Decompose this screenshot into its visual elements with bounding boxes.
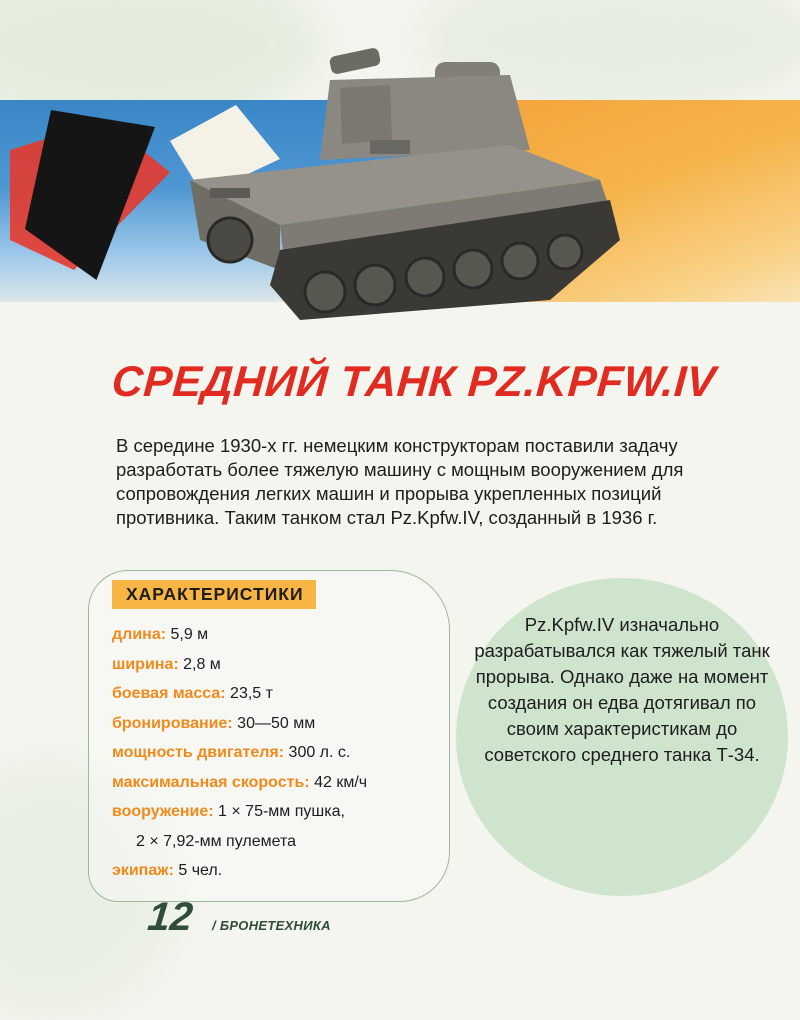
spec-value: 2,8 м: [178, 655, 221, 673]
specs-header: ХАРАКТЕРИСТИКИ: [112, 580, 316, 609]
spec-value: 42 км/ч: [309, 773, 368, 791]
spec-value: 23,5 т: [225, 685, 273, 702]
spec-value: 1 × 75-мм пушка,: [213, 803, 345, 820]
spec-item: [112, 652, 367, 682]
spec-label: экипаж:: [112, 862, 174, 879]
spec-label: боевая масса:: [112, 685, 226, 702]
spec-label: ширина:: [112, 655, 179, 673]
spec-value: 5 чел.: [173, 862, 223, 879]
note-text: Pz.Kpfw.IV изначально разрабатывался как тяжелый танк прорыва. Однако даже на момент создания он едва дотягивал по своим характеристикам до советского среднего танка Т-34.: [474, 614, 770, 765]
spec-label: мощность двигателя:: [112, 744, 285, 761]
spec-item: [112, 711, 367, 741]
spec-label: вооружение:: [112, 803, 214, 820]
spec-label: длина:: [112, 626, 167, 643]
page-title: СРЕДНИЙ ТАНК PZ.KPFW.IV: [110, 358, 718, 406]
spec-value: 2 × 7,92-мм пулемета: [136, 832, 297, 850]
spec-value: 300 л. с.: [284, 744, 351, 761]
spec-value: 30—50 мм: [232, 714, 316, 732]
spec-item: [112, 858, 367, 888]
spec-item: [112, 622, 367, 652]
spec-item: [112, 681, 367, 711]
page-number: 12: [145, 895, 195, 939]
spec-label: максимальная скорость:: [112, 773, 310, 791]
spec-item: [112, 770, 367, 800]
intro-paragraph: В середине 1930-х гг. немецким конструкторам поставили задачу разработать более тяжелую машину с мощным вооружением для сопровождения легких машин и прорыва укрепленных позиций противника. Таким танком стал Pz.Kpfw.IV, созданный в 1936 г.: [116, 435, 684, 528]
tank-image: [130, 40, 650, 350]
specs-list: [112, 622, 367, 888]
section-name: / БРОНЕТЕХНИКА: [212, 918, 331, 933]
spec-item: [112, 829, 367, 859]
spec-value: 5,9 м: [166, 626, 209, 643]
spec-item: [112, 799, 367, 829]
spec-item: [112, 740, 367, 770]
spec-label: бронирование:: [112, 714, 233, 732]
